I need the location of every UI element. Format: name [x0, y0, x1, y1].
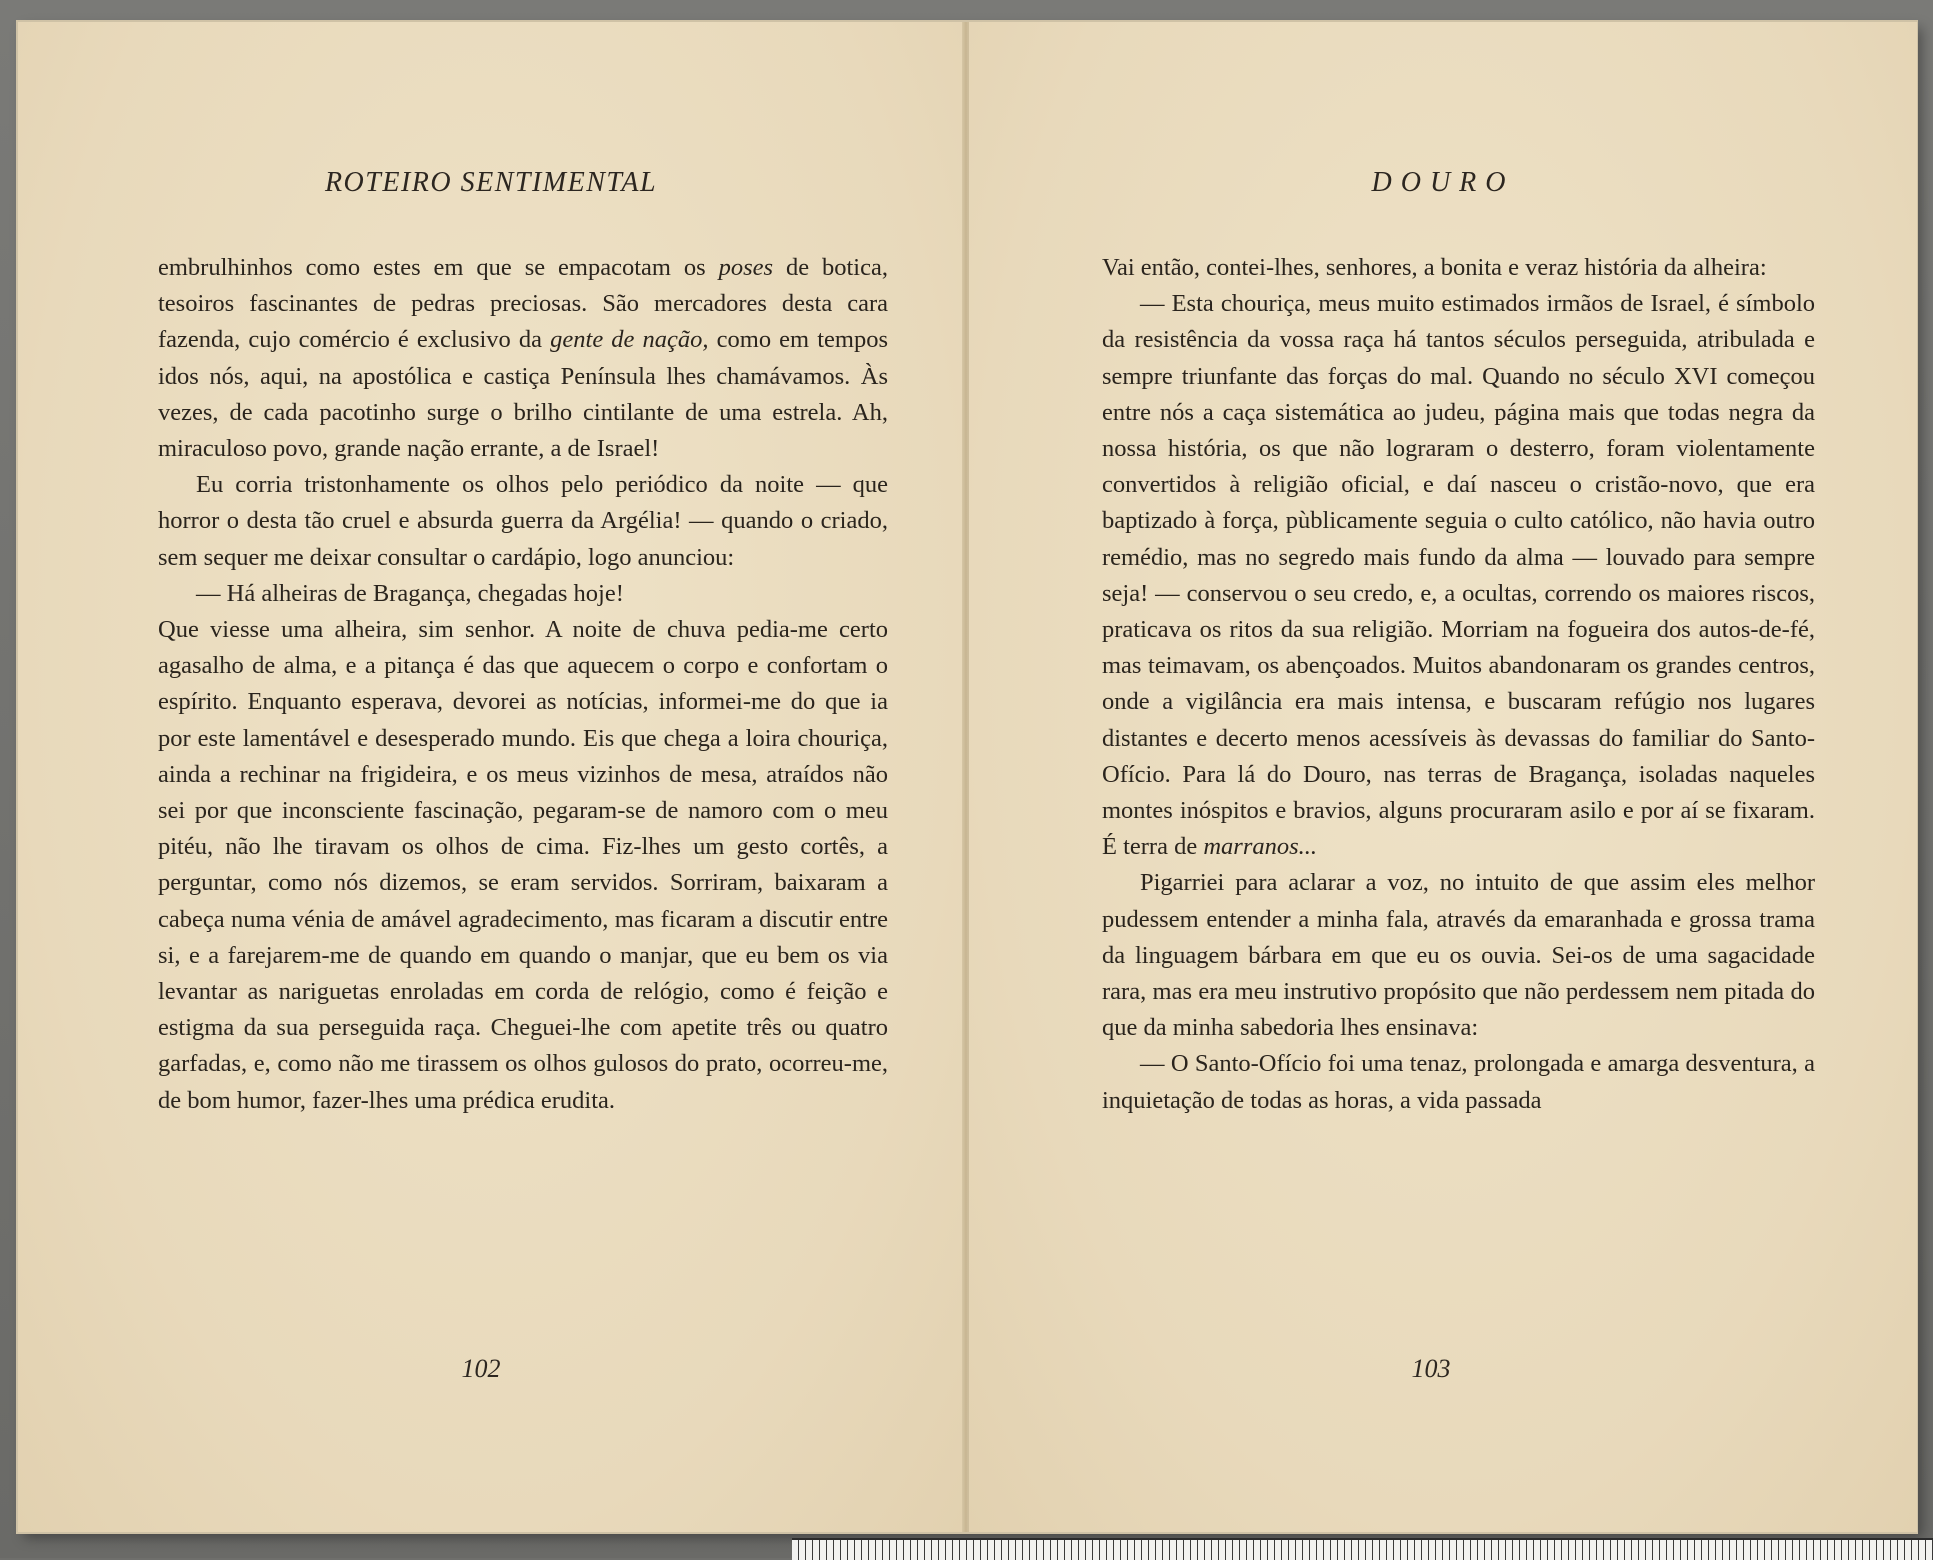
- left-page-number: 102: [461, 1354, 501, 1383]
- text-run: como em tempos idos nós, aqui, na apostólica e castiça Península lhes chamávamos. Às vezes, de cada pacotinho surge o brilho cintilante de uma estrela. Ah, miraculoso povo, grande nação errante, a de Israel!: [158, 326, 888, 463]
- left-page: [18, 22, 965, 1532]
- paragraph: — O Santo-Ofício foi uma tenaz, prolongada e amarga desventura, a inquietação de todas as horas, a vida passada: [1102, 1050, 1815, 1114]
- left-page-text: [158, 250, 888, 1119]
- text-run: — Esta chouriça, meus muito estimados irmãos de Israel, é símbolo da resistência da vossa raça há tantos séculos perseguida, atribulada e sempre triunfante das forças do mal. Quando no século XVI começou entre nós a caça sistemática ao judeu, página mais que todas negra da nossa história, os que não lograram o desterro, foram violentamente convertidos à religião oficial, e daí nasceu o cristão-novo, que era baptizado à força, pùblicamente seguia o culto católico, não havia outro remédio, mas no segredo mais fundo da alma — louvado para sempre seja! — conservou o seu credo, e, a ocultas, correndo os maiores riscos, praticava os ritos da sua religião. Morriam na fogueira dos autos-de-fé, mas teimavam, os abençoados. Muitos abandonaram os grandes centros, onde a vigilância era mais intensa, e buscaram refúgio nos lugares distantes e decerto menos acessíveis às devassas do familiar do Santo-Ofício. Para lá do Douro, nas terras de Bragança, isoladas naqueles montes inóspitos e bravios, alguns procuraram asilo e por aí se fixaram. É terra de: [1102, 290, 1815, 861]
- open-book: [18, 22, 1916, 1532]
- paragraph: Eu corria tristonhamente os olhos pelo periódico da noite — que horror o desta tão cruel e absurda guerra da Argélia! — quando o criado, sem sequer me deixar consultar o cardápio, logo anunciou:: [158, 471, 888, 571]
- paragraph: Vai então, contei-lhes, senhores, a bonita e veraz história da alheira:: [1102, 254, 1767, 281]
- italic-run: gente de nação,: [550, 326, 709, 354]
- paragraph: [158, 250, 888, 467]
- text-run: embrulhinhos como estes em que se empacotam os: [158, 254, 719, 281]
- paragraph: — Há alheiras de Bragança, chegadas hoje!: [196, 579, 624, 607]
- italic-run: poses: [718, 254, 774, 281]
- right-page: [968, 22, 1917, 1532]
- text-run: de botica, tesoiros fascinantes de pedras preciosas. São mercadores desta cara fazenda, cujo comércio é exclusivo da: [158, 254, 888, 354]
- right-page-number: 103: [1411, 1354, 1451, 1383]
- right-page-text: [1102, 250, 1815, 1119]
- paragraph: Que viesse uma alheira, sim senhor. A noite de chuva pedia-me certo agasalho de alma, e a pitança é das que aquecem o corpo e confortam o espírito. Enquanto esperava, devorei as notícias, informei-me do que ia por este lamentável e desesperado mundo. Eis que chega a loira chouriça, ainda a rechinar na frigideira, e os meus vizinhos de mesa, atraídos não sei por que inconsciente fascinação, pegaram-se de namoro com o meu pitéu, não lhe tiravam os olhos de cima. Fiz-lhes um gesto cortês, a perguntar, como nós dizemos, se eram servidos. Sorriram, baixaram a cabeça numa vénia de amável agradecimento, mas ficaram a discutir entre si, e a farejarem-me de quando em quando o manjar, que eu bem os via levantar as nariguetas enroladas em corda de relógio, como é feição e estigma da sua perseguida raça. Cheguei-lhe com apetite três ou quatro garfadas, e, como não me tirassem os olhos gulosos do prato, ocorreu-me, de bom humor, fazer-lhes uma prédica erudita.: [158, 616, 888, 1114]
- italic-run: marranos...: [1203, 833, 1318, 861]
- left-running-head: ROTEIRO SENTIMENTAL: [324, 167, 658, 198]
- paragraph: [1102, 286, 1815, 865]
- paragraph: Pigarriei para aclarar a voz, no intuito de que assim eles melhor pudessem entender a minha fala, através da emaranhada e grossa trama da linguagem bárbara em que eu os ouvia. Sei-os de uma sagacidade rara, mas era meu instrutivo propósito que não perdessem nem pitada do que da minha sabedoria lhes ensinava:: [1102, 869, 1815, 1042]
- right-running-head: DOURO: [1371, 167, 1515, 198]
- scale-ruler: [792, 1538, 1933, 1560]
